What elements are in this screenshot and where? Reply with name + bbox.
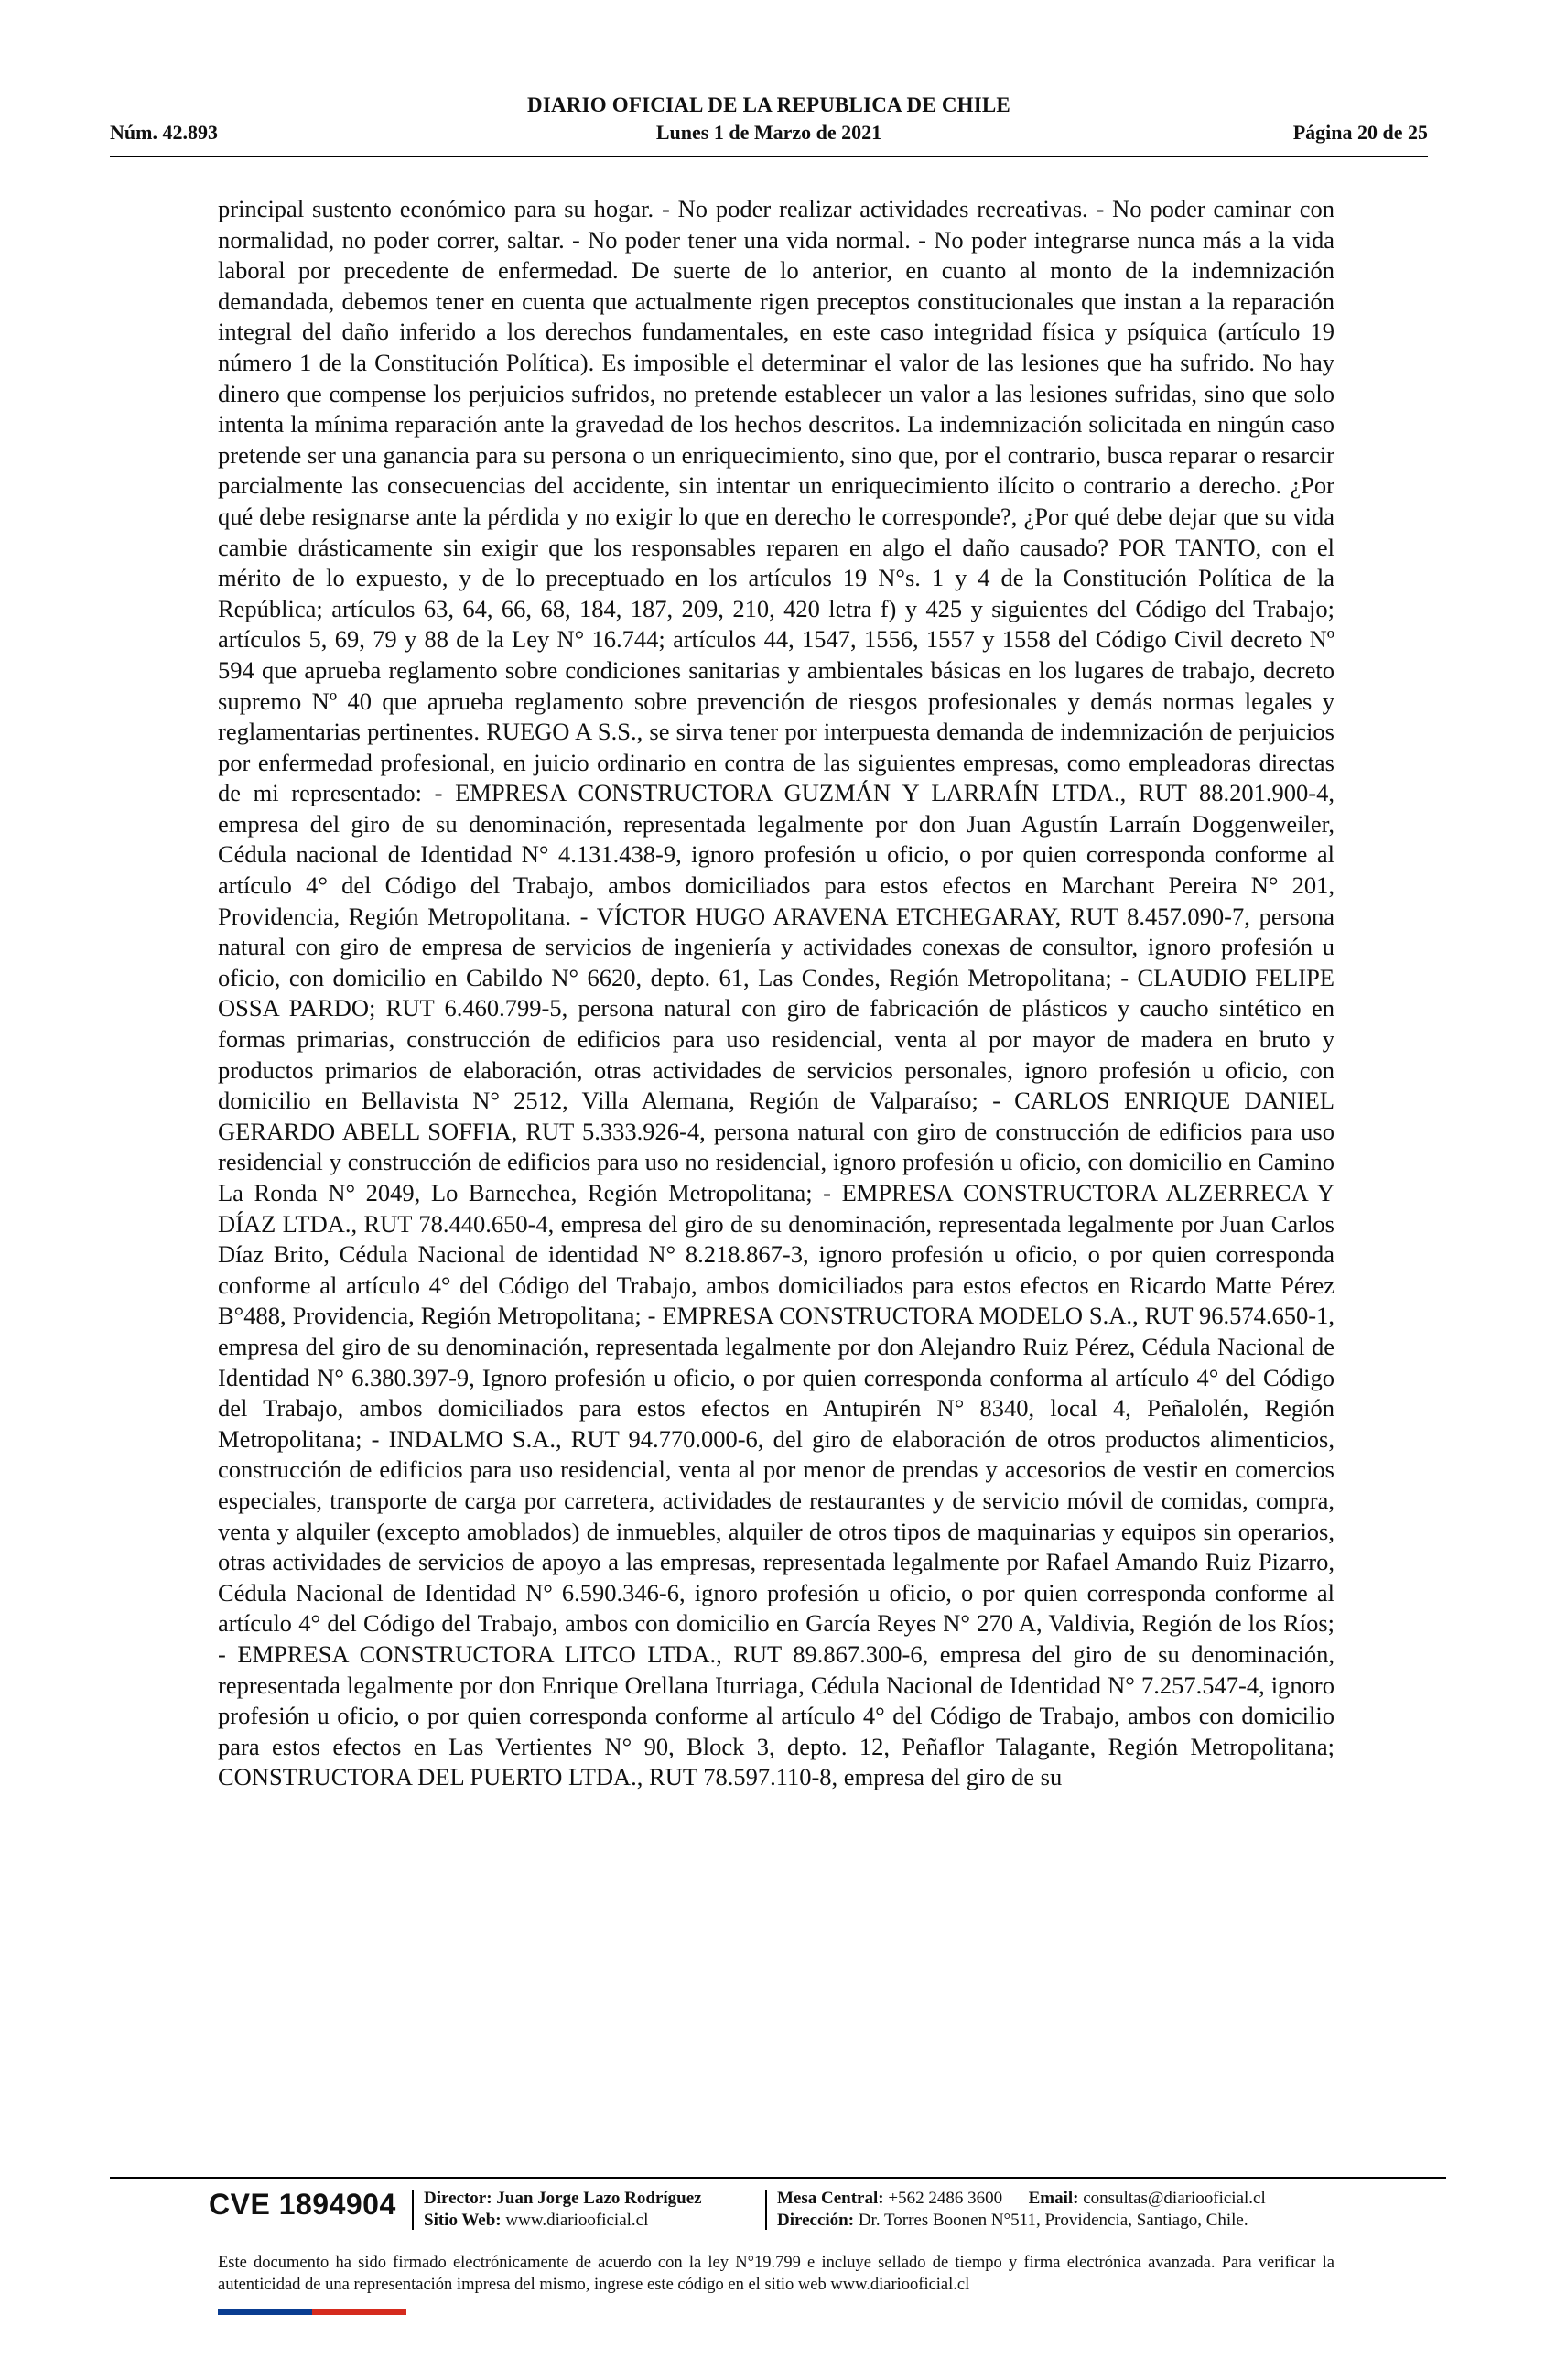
body-paragraph: principal sustento económico para su hogar. - No poder realizar actividades recreativas. - No poder caminar con normalidad, no poder correr, saltar. - No poder tener una vida normal. - No poder integrarse nunca más a la vida laboral por precedente de enfermedad. De suerte de lo anterior, en cuanto al monto de la indemnización demandada, debemos tener en cuenta que actualmente rigen preceptos constitucionales que instan a la reparación integral del daño inferido a los derechos fundamentales, en este caso integridad física y psíquica (artículo 19 número 1 de la Constitución Política). Es imposible el determinar el valor de las lesiones que ha sufrido. No hay dinero que compense los perjuicios sufridos, no pretende establecer un valor a las lesiones sufridas, sino que solo intenta la mínima reparación ante la gravedad de los hechos descritos. La indemnización solicitada en ningún caso pretende ser una ganancia para su persona o un enriquecimiento, sino que, por el contrario, busca reparar o resarcir parcialmente las consecuencias del accidente, sin intentar un enriquecimiento ilícito o contrario a derecho. ¿Por qué debe resignarse ante la pérdida y no exigir lo que en derecho le corresponde?, ¿Por qué debe dejar que su vida cambie drásticamente sin exigir que los responsables reparen en algo el daño causado? POR TANTO, con el mérito de lo expuesto, y de lo preceptuado en los artículos 19 N°s. 1 y 4 de la Constitución Política de la República; artículos 63, 64, 66, 68, 184, 187, 209, 210, 420 letra f) y 425 y siguientes del Código del Trabajo; artículos 5, 69, 79 y 88 de la Ley N° 16.744; artículos 44, 1547, 1556, 1557 y 1558 del Código Civil decreto Nº 594 que aprueba reglamento sobre condiciones sanitarias y ambientales básicas en los lugares de trabajo, decreto supremo Nº 40 que aprueba reglamento sobre prevención de riesgos profesionales y demás normas legales y reglamentarias pertinentes. RUEGO A S.S., se sirva tener por interpuesta demanda de indemnización de perjuicios por enfermedad profesional, en juicio ordinario en contra de las siguientes empresas, como empleadoras directas de mi representado: - EMPRESA CONSTRUCTORA GUZMÁN Y LARRAÍN LTDA., RUT 88.201.900-4, empresa del giro de su denominación, representada legalmente por don Juan Agustín Larraín Doggenweiler, Cédula nacional de Identidad N° 4.131.438-9, ignoro profesión u oficio, o por quien corresponda conforme al artículo 4° del Código del Trabajo, ambos domiciliados para estos efectos en Marchant Pereira N° 201, Providencia, Región Metropolitana. - VÍCTOR HUGO ARAVENA ETCHEGARAY, RUT 8.457.090-7, persona natural con giro de empresa de servicios de ingeniería y actividades conexas de consultor, ignoro profesión u oficio, con domicilio en Cabildo N° 6620, depto. 61, Las Condes, Región Metropolitana; - CLAUDIO FELIPE OSSA PARDO; RUT 6.460.799-5, persona natural con giro de fabricación de plásticos y caucho sintético en formas primarias, construcción de edificios para uso residencial, venta al por mayor de madera en bruto y productos primarios de elaboración, otras actividades de servicios personales, ignoro profesión u oficio, con domicilio en Bellavista N° 2512, Villa Alemana, Región de Valparaíso; - CARLOS ENRIQUE DANIEL GERARDO ABELL SOFFIA, RUT 5.333.926-4, persona natural con giro de construcción de edificios para uso residencial y construcción de edificios para uso no residencial, ignoro profesión u oficio, con domicilio en Camino La Ronda N° 2049, Lo Barnechea, Región Metropolitana; - EMPRESA CONSTRUCTORA ALZERRECA Y DÍAZ LTDA., RUT 78.440.650-4, empresa del giro de su denominación, representada legalmente por Juan Carlos Díaz Brito, Cédula Nacional de identidad N° 8.218.867-3, ignoro profesión u oficio, o por quien corresponda conforme al artículo 4° del Código del Trabajo, ambos domiciliados para estos efectos en Ricardo Matte Pérez B°488, Providencia, Región Metropolitana; - EMPRESA CONSTRUCTORA MODELO S.A., RUT 96.574.650-1, empresa del giro de su denominación, representada legalmente por don Alejandro Ruiz Pérez, Cédula Nacional de Identidad N° 6.380.397-9, Ignoro profesión u oficio, o por quien corresponda conforma al artículo 4° del Código del Trabajo, ambos domiciliados para estos efectos en Antupirén N° 8340, local 4, Peñalolén, Región Metropolitana; - INDALMO S.A., RUT 94.770.000-6, del giro de elaboración de otros productos alimenticios, construcción de edificios para uso residencial, venta al por menor de prendas y accesorios de vestir en comercios especiales, transporte de carga por carretera, actividades de restaurantes y de servicio móvil de comidas, compra, venta y alquiler (excepto amoblados) de inmuebles, alquiler de otros tipos de maquinarias y equipos sin operarios, otras actividades de servicios de apoyo a las empresas, representada legalmente por Rafael Amando Ruiz Pizarro, Cédula Nacional de Identidad N° 6.590.346-6, ignoro profesión u oficio, o por quien corresponda conforme al artículo 4° del Código del Trabajo, ambos con domicilio en García Reyes N° 270 A, Valdivia, Región de los Ríos; - EMPRESA CONSTRUCTORA LITCO LTDA., RUT 89.867.300-6, empresa del giro de su denominación, representada legalmente por don Enrique Orellana Iturriaga, Cédula Nacional de Identidad N° 7.257.547-4, ignoro profesión u oficio, o por quien corresponda conforme al artículo 4° del Código de Trabajo, ambos con domicilio para estos efectos en Las Vertientes N° 90, Block 3, depto. 12, Peñaflor Talagante, Región Metropolitana; CONSTRUCTORA DEL PUERTO LTDA., RUT 78.597.110-8, empresa del giro de su	[218, 195, 1334, 1791]
footer-separator	[412, 2190, 414, 2230]
mesa-central-phone: +562 2486 3600	[888, 2189, 1003, 2208]
issue-date: Lunes 1 de Marzo de 2021	[655, 121, 882, 144]
website-label: Sitio Web:	[424, 2211, 502, 2230]
flag-blue-segment	[218, 2309, 312, 2315]
flag-color-bar	[218, 2309, 406, 2315]
director-label: Director:	[424, 2189, 492, 2208]
footer-contact-right	[777, 2188, 1266, 2232]
address-label: Dirección:	[777, 2211, 855, 2230]
publication-title: DIARIO OFICIAL DE LA REPUBLICA DE CHILE	[527, 93, 1010, 116]
director-name: Juan Jorge Lazo Rodríguez	[496, 2189, 702, 2208]
address-value: Dr. Torres Boonen N°511, Providencia, Santiago, Chile.	[858, 2211, 1248, 2230]
page-number: Página 20 de 25	[1292, 121, 1428, 144]
cve-code: CVE 1894904	[209, 2188, 396, 2221]
website-link[interactable]: www.diariooficial.cl	[505, 2211, 649, 2230]
signature-notice: Este documento ha sido firmado electrónicamente de acuerdo con la ley N°19.799 e incluye sellado de tiempo y firma electrónica avanzada. Para verificar la autenticidad de una representación impresa del mismo, ingrese este código en el sitio web www.diariooficial.cl	[218, 2254, 1334, 2294]
page-header	[110, 92, 1428, 157]
issue-number: Núm. 42.893	[110, 121, 218, 144]
email-label: Email:	[1028, 2189, 1079, 2208]
footer-contact-left	[424, 2188, 702, 2232]
footer-divider	[110, 2177, 1446, 2179]
email-link[interactable]: consultas@diariooficial.cl	[1083, 2189, 1266, 2208]
footer-separator	[765, 2190, 767, 2230]
mesa-central-label: Mesa Central:	[777, 2189, 884, 2208]
document-body	[218, 194, 1334, 1793]
flag-red-segment	[312, 2309, 406, 2315]
